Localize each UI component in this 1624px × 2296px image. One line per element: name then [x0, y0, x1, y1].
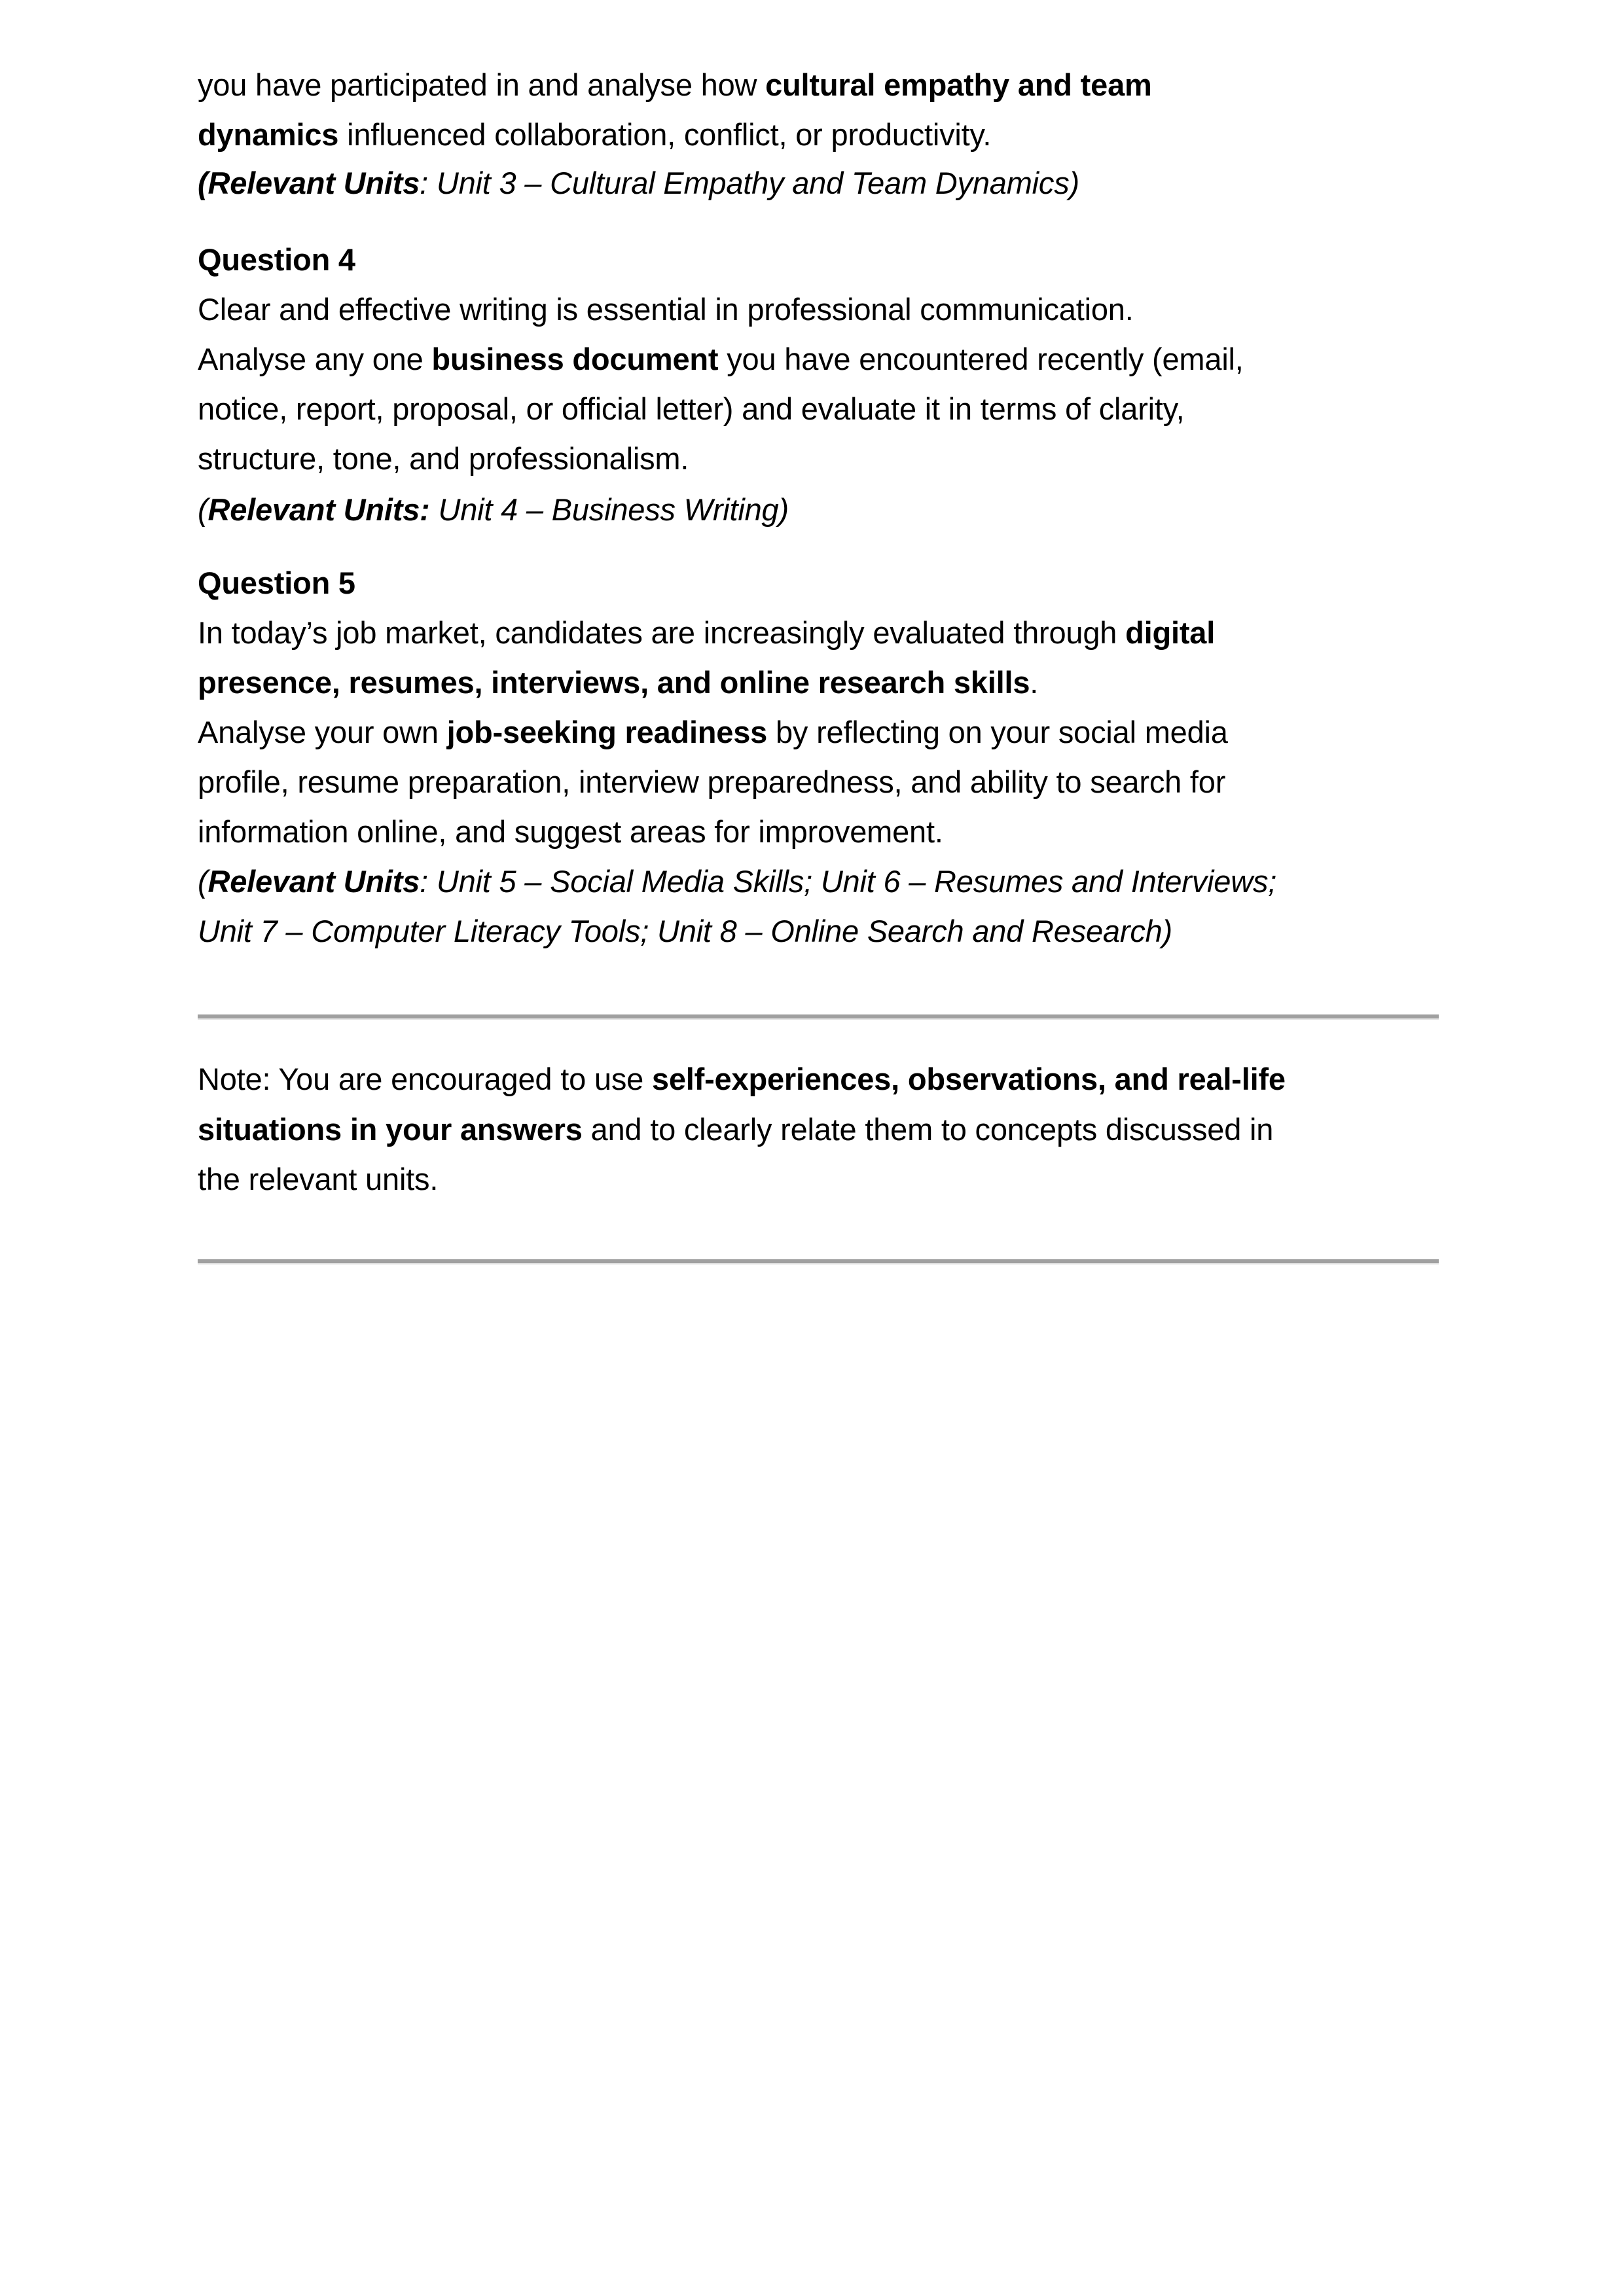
text-run-bold: dynamics	[198, 117, 339, 152]
note-line-2	[198, 1110, 1273, 1149]
paren-open: (	[198, 492, 208, 527]
horizontal-rule-bottom	[198, 1259, 1439, 1265]
text-run: Analyse any one	[198, 342, 432, 376]
q5-relevant-units-line-1	[198, 862, 1276, 901]
text-run: Note: You are encouraged to use	[198, 1062, 652, 1096]
paren-open: (	[198, 864, 208, 899]
q4-body-line-2	[198, 340, 1244, 379]
q4-body-line-4	[198, 439, 689, 478]
horizontal-rule-top	[198, 1014, 1439, 1020]
note-line-1	[198, 1060, 1286, 1099]
text-run: information online, and suggest areas for improvement.	[198, 814, 943, 849]
q3-relevant-units	[198, 164, 1079, 203]
text-run: you have encountered recently (email,	[718, 342, 1244, 376]
text-run-bold: job-seeking readiness	[446, 715, 768, 749]
relevant-units-value: Unit 4 – Business Writing)	[429, 492, 789, 527]
text-run-bold: self-experiences, observations, and real-life	[651, 1062, 1286, 1096]
text-run-bold: situations in your answers	[198, 1112, 583, 1147]
q4-body-line-1	[198, 290, 1134, 329]
q5-body-line-2	[198, 663, 1038, 702]
text-run: structure, tone, and professionalism.	[198, 441, 689, 476]
q5-relevant-units-line-2	[198, 912, 1172, 951]
q5-body-line-4	[198, 762, 1225, 802]
text-run: notice, report, proposal, or official letter) and evaluate it in terms of clarity,	[198, 391, 1185, 426]
note-line-3	[198, 1160, 438, 1199]
relevant-units-value: : Unit 3 – Cultural Empathy and Team Dynamics)	[420, 166, 1079, 200]
q3-body-line-2	[198, 115, 991, 154]
text-run: the relevant units.	[198, 1162, 439, 1196]
text-run: In today’s job market, candidates are increasingly evaluated through	[198, 615, 1126, 650]
q5-body-line-5	[198, 812, 943, 852]
relevant-units-label: Relevant Units	[208, 864, 420, 899]
q4-relevant-units	[198, 490, 789, 529]
relevant-units-label: Relevant Units:	[208, 492, 430, 527]
text-run: Analyse your own	[198, 715, 447, 749]
text-run: Clear and effective writing is essential in professional communication.	[198, 292, 1134, 327]
text-run: .	[1030, 665, 1039, 700]
q4-body-line-3	[198, 389, 1184, 429]
text-run-bold: cultural empathy and team	[765, 67, 1152, 102]
relevant-units-value: : Unit 5 – Social Media Skills; Unit 6 – Resumes and Interviews;	[420, 864, 1277, 899]
text-run-bold: digital	[1125, 615, 1216, 650]
relevant-units-value: Unit 7 – Computer Literacy Tools; Unit 8 – Online Search and Research)	[198, 914, 1173, 948]
text-run: influenced collaboration, conflict, or productivity.	[338, 117, 992, 152]
q5-body-line-3	[198, 713, 1228, 752]
text-run: by reflecting on your social media	[767, 715, 1228, 749]
q3-body-line-1	[198, 65, 1152, 105]
text-run-bold: business document	[431, 342, 719, 376]
text-run-bold: presence, resumes, interviews, and online research skills	[198, 665, 1030, 700]
question-4-heading: Question 4	[198, 242, 355, 277]
text-run: and to clearly relate them to concepts discussed in	[582, 1112, 1274, 1147]
text-run: profile, resume preparation, interview preparedness, and ability to search for	[198, 764, 1226, 799]
question-5-heading: Question 5	[198, 565, 355, 600]
relevant-units-label: (Relevant Units	[198, 166, 420, 200]
text-run: you have participated in and analyse how	[198, 67, 766, 102]
q5-body-line-1	[198, 613, 1215, 653]
